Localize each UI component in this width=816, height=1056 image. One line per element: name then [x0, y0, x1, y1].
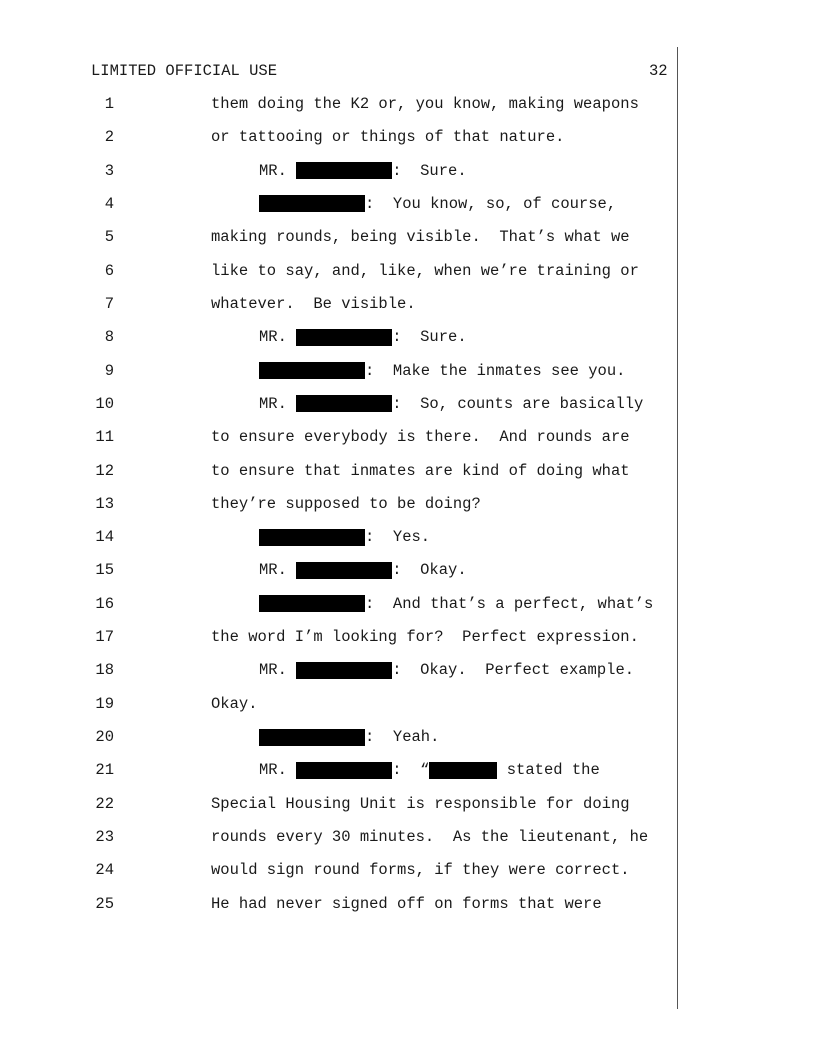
- text-segment: rounds every 30 minutes. As the lieutenant, he: [211, 828, 649, 847]
- text-segment: would sign round forms, if they were correct.: [211, 861, 630, 880]
- transcript-line: [0, 462, 816, 486]
- transcript-line: [0, 495, 816, 519]
- line-number: 4: [104, 194, 114, 213]
- line-number: 22: [95, 794, 114, 813]
- line-number: 1: [104, 95, 114, 113]
- text-segment: like to say, and, like, when we’re training or: [211, 261, 639, 280]
- line-text: [259, 595, 653, 613]
- line-text: [259, 362, 625, 380]
- redaction-block: [296, 562, 392, 579]
- line-number: 10: [95, 394, 114, 413]
- text-segment: : So, counts are basically: [392, 394, 644, 413]
- page-number: 32: [649, 62, 668, 80]
- transcript-line: [0, 228, 816, 252]
- line-text: [259, 195, 616, 213]
- transcript-line: [0, 861, 816, 885]
- line-text: [259, 761, 600, 779]
- transcript-line: [0, 362, 816, 386]
- text-segment: : Make the inmates see you.: [365, 361, 626, 380]
- text-segment: : Yeah.: [365, 728, 440, 747]
- line-number: 11: [95, 428, 114, 447]
- redaction-block: [259, 195, 365, 212]
- text-segment: Okay.: [211, 694, 258, 713]
- redaction-block: [296, 662, 392, 679]
- line-number: 8: [104, 328, 114, 347]
- line-number: 24: [95, 861, 114, 880]
- line-number: 16: [95, 594, 114, 613]
- redaction-block: [296, 762, 392, 779]
- transcript-line: [0, 895, 816, 919]
- transcript-line: [0, 695, 816, 719]
- line-text: [211, 495, 481, 513]
- text-segment: : Yes.: [365, 528, 431, 547]
- line-number: 14: [95, 528, 114, 547]
- text-segment: : Sure.: [392, 161, 467, 180]
- transcript-line: [0, 561, 816, 585]
- transcript-line: [0, 728, 816, 752]
- text-segment: MR.: [259, 394, 297, 413]
- line-number: 12: [95, 461, 114, 480]
- transcript-line: [0, 162, 816, 186]
- line-number: 2: [104, 128, 114, 147]
- line-number: 19: [95, 694, 114, 713]
- line-text: [259, 528, 430, 546]
- line-number: 9: [104, 361, 114, 380]
- text-segment: the word I’m looking for? Perfect expression.: [211, 628, 639, 647]
- line-text: [211, 95, 639, 113]
- line-number: 17: [95, 628, 114, 647]
- line-number: 5: [104, 228, 114, 247]
- line-text: [259, 395, 643, 413]
- line-text: [259, 728, 439, 746]
- line-text: [211, 462, 630, 480]
- line-text: [211, 795, 630, 813]
- text-segment: them doing the K2 or, you know, making weapons: [211, 95, 639, 113]
- text-segment: they’re supposed to be doing?: [211, 494, 481, 513]
- line-text: [259, 328, 467, 346]
- line-number: 23: [95, 828, 114, 847]
- transcript-line: [0, 428, 816, 452]
- transcript-line: [0, 262, 816, 286]
- line-text: [211, 861, 630, 879]
- transcript-line: [0, 795, 816, 819]
- line-text: [211, 262, 639, 280]
- transcript-line: [0, 528, 816, 552]
- transcript-line: [0, 595, 816, 619]
- text-segment: : Okay. Perfect example.: [392, 661, 635, 680]
- redaction-block: [259, 362, 365, 379]
- transcript-line: [0, 195, 816, 219]
- transcript-line: [0, 628, 816, 652]
- line-text: [211, 428, 630, 446]
- transcript-line: [0, 395, 816, 419]
- line-number: 3: [104, 161, 114, 180]
- redaction-block: [259, 529, 365, 546]
- text-segment: MR.: [259, 561, 297, 580]
- classification-header: LIMITED OFFICIAL USE: [91, 62, 278, 80]
- text-segment: : Okay.: [392, 561, 467, 580]
- redaction-block: [296, 329, 392, 346]
- line-text: [211, 228, 630, 246]
- line-number: 13: [95, 494, 114, 513]
- redaction-block: [429, 762, 497, 779]
- text-segment: to ensure everybody is there. And rounds are: [211, 428, 630, 447]
- line-number: 25: [95, 894, 114, 913]
- line-number: 21: [95, 761, 114, 780]
- text-segment: whatever. Be visible.: [211, 294, 416, 313]
- line-number: 15: [95, 561, 114, 580]
- transcript-line: [0, 828, 816, 852]
- text-segment: : And that’s a perfect, what’s: [365, 594, 654, 613]
- text-segment: : “: [392, 761, 430, 780]
- text-segment: stated the: [497, 761, 600, 780]
- line-text: [211, 695, 258, 713]
- transcript-line: [0, 95, 816, 119]
- text-segment: MR.: [259, 761, 297, 780]
- line-text: [259, 661, 634, 679]
- transcript-line: [0, 761, 816, 785]
- line-number: 6: [104, 261, 114, 280]
- transcript-line: [0, 661, 816, 685]
- transcript-line: [0, 128, 816, 152]
- line-number: 20: [95, 728, 114, 747]
- line-number: 7: [104, 294, 114, 313]
- transcript-line: [0, 328, 816, 352]
- text-segment: He had never signed off on forms that were: [211, 894, 602, 913]
- text-segment: MR.: [259, 328, 297, 347]
- line-text: [211, 628, 639, 646]
- line-text: [259, 561, 467, 579]
- text-segment: : You know, so, of course,: [365, 194, 617, 213]
- line-text: [259, 162, 467, 180]
- line-text: [211, 128, 564, 146]
- text-segment: Special Housing Unit is responsible for doing: [211, 794, 630, 813]
- line-text: [211, 295, 416, 313]
- text-segment: making rounds, being visible. That’s what we: [211, 228, 630, 247]
- text-segment: to ensure that inmates are kind of doing what: [211, 461, 630, 480]
- text-segment: : Sure.: [392, 328, 467, 347]
- text-segment: or tattooing or things of that nature.: [211, 128, 565, 147]
- line-number: 18: [95, 661, 114, 680]
- redaction-block: [296, 395, 392, 412]
- redaction-block: [259, 729, 365, 746]
- text-segment: MR.: [259, 161, 297, 180]
- redaction-block: [296, 162, 392, 179]
- text-segment: MR.: [259, 661, 297, 680]
- line-text: [211, 895, 602, 913]
- line-text: [211, 828, 648, 846]
- transcript-line: [0, 295, 816, 319]
- redaction-block: [259, 595, 365, 612]
